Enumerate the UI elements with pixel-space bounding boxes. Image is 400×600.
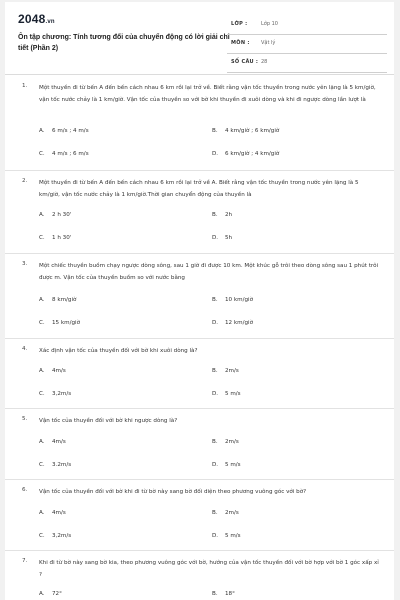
- question-6-option-d[interactable]: D. 5 m/s: [212, 533, 241, 539]
- meta-count-label: SỐ CÂU :: [231, 59, 259, 65]
- question-4-option-d[interactable]: D. 5 m/s: [212, 391, 241, 397]
- question-6-option-a[interactable]: A. 4m/s: [39, 510, 66, 516]
- question-divider: [5, 479, 394, 480]
- question-number: 4.: [22, 346, 28, 352]
- meta-question-count: [227, 54, 387, 73]
- question-number: 2.: [22, 178, 28, 184]
- worksheet-title: Ôn tập chương: Tính tương đối của chuyển động có lời giải chi tiết (Phần 2): [18, 34, 230, 52]
- question-2-option-c[interactable]: C. 1 h 30': [39, 235, 72, 241]
- question-text: Một chiếc thuyền buồm chạy ngược dòng sông, sau 1 giờ đi được 10 km. Một khúc gỗ trôi theo dòng sông sau 1 phút trôi được m. Vận tốc của thuyền buồm so với nước bằng: [39, 263, 379, 281]
- question-4-option-a[interactable]: A. 4m/s: [39, 368, 66, 374]
- question-text: Vận tốc của thuyền đối với bờ khi ngược dòng là?: [39, 418, 178, 424]
- meta-subject-label: MÔN :: [231, 40, 250, 46]
- worksheet-meta: [227, 16, 387, 73]
- worksheet-header: [5, 2, 394, 72]
- question-7-option-b[interactable]: B. 18°: [212, 591, 235, 597]
- question-divider: [5, 550, 394, 551]
- question-divider: [5, 408, 394, 409]
- question-number: 7.: [22, 558, 28, 564]
- question-number: 6.: [22, 487, 28, 493]
- question-1-option-d[interactable]: D. 6 km/giờ ; 4 km/giờ: [212, 151, 280, 157]
- question-5-option-d[interactable]: D. 5 m/s: [212, 462, 241, 468]
- question-5-option-c[interactable]: C. 3.2m/s: [39, 462, 72, 468]
- question-6-option-c[interactable]: C. 3,2m/s: [39, 533, 72, 539]
- question-2-option-b[interactable]: B. 2h: [212, 212, 233, 218]
- question-3-option-b[interactable]: B. 10 km/giờ: [212, 297, 253, 303]
- question-1-option-c[interactable]: C. 4 m/s ; 6 m/s: [39, 151, 89, 157]
- question-1-option-b[interactable]: B. 4 km/giờ ; 6 km/giờ: [212, 128, 280, 134]
- question-2-option-d[interactable]: D. 5h: [212, 235, 233, 241]
- question-text: Một thuyền đi từ bến A đến bến cách nhau 6 km rồi lại trở về A. Biết rằng vận tốc thuyền trong nước yên lặng là 5 km/giờ, vận tốc nước chảy là 1 km/giờ.Thời gian chuyển động của thuyền là: [39, 180, 359, 198]
- question-7-option-a[interactable]: A. 72°: [39, 591, 62, 597]
- question-5-option-b[interactable]: B. 2m/s: [212, 439, 239, 445]
- question-number: 5.: [22, 416, 28, 422]
- question-3-option-a[interactable]: A. 8 km/giờ: [39, 297, 77, 303]
- worksheet-page: [5, 2, 394, 600]
- meta-class: [227, 16, 387, 35]
- meta-class-value: Lớp 10: [261, 21, 278, 27]
- question-6-option-b[interactable]: B. 2m/s: [212, 510, 239, 516]
- meta-subject-value: Vật lý: [261, 40, 276, 46]
- question-number: 1.: [22, 83, 28, 89]
- question-2-option-a[interactable]: A. 2 h 30': [39, 212, 72, 218]
- question-text: Một thuyền đi từ bến A đến bến cách nhau 6 km rồi lại trở về. Biết rằng vận tốc thuyền trong nước yên lặng là 5 km/giờ, vận tốc nước chảy là 1 km/giờ. Vận tốc của thuyền so với bờ khi thuyền đi xuôi dòng và khi đi ngược dòng lần lượt là: [39, 85, 376, 103]
- site-logo[interactable]: 2048.vn: [18, 12, 55, 26]
- question-5-option-a[interactable]: A. 4m/s: [39, 439, 66, 445]
- question-1-option-a[interactable]: A. 6 m/s ; 4 m/s: [39, 128, 89, 134]
- question-text: Vận tốc của thuyền đối với bờ khi đi từ bờ này sang bờ đối diện theo phương vuông góc với bờ?: [39, 489, 307, 495]
- question-4-option-c[interactable]: C. 3,2m/s: [39, 391, 72, 397]
- question-text: Khi đi từ bờ này sang bờ kia, theo phương vuông góc với bờ, hướng của vận tốc thuyền đối với bờ hợp với bờ 1 góc xấp xỉ ?: [39, 560, 379, 578]
- question-3-option-d[interactable]: D. 12 km/giờ: [212, 320, 253, 326]
- question-divider: [5, 253, 394, 254]
- question-text: Xác định vận tốc của thuyền đối với bờ khi xuôi dòng là?: [39, 348, 198, 354]
- question-number: 3.: [22, 261, 28, 267]
- meta-subject: [227, 35, 387, 54]
- meta-class-label: LỚP :: [231, 21, 248, 27]
- question-4-option-b[interactable]: B. 2m/s: [212, 368, 239, 374]
- meta-count-value: 28: [261, 59, 268, 65]
- question-divider: [5, 170, 394, 171]
- question-divider: [5, 338, 394, 339]
- header-divider: [5, 74, 394, 75]
- question-3-option-c[interactable]: C. 15 km/giờ: [39, 320, 80, 326]
